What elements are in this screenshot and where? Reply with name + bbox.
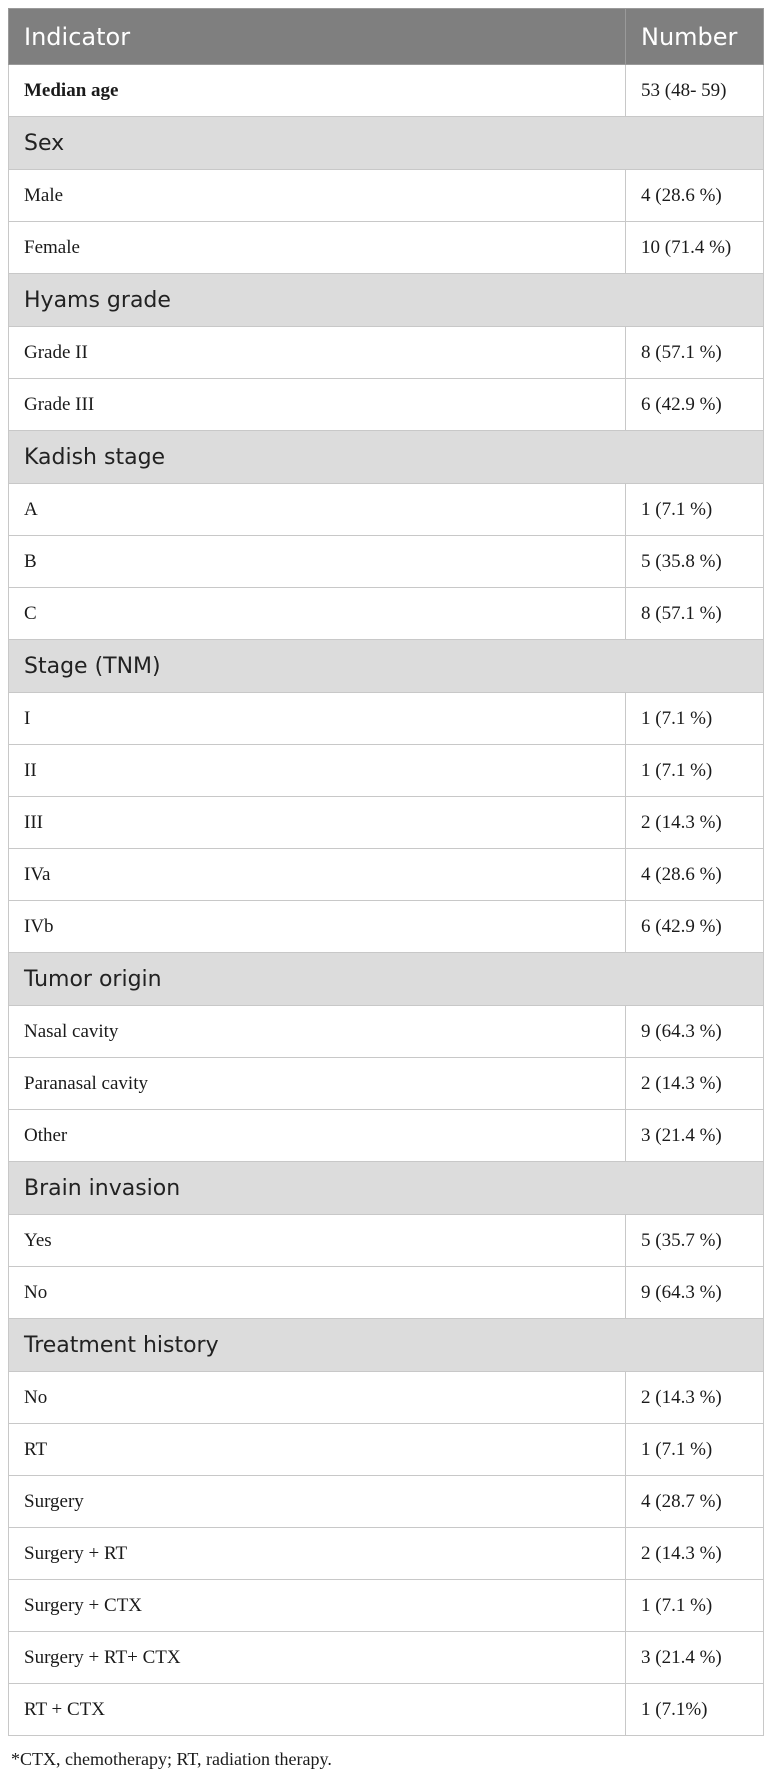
section-label: Sex [9, 117, 764, 170]
table-row [9, 849, 764, 901]
row-number-cell: 8 (57.1 %) [626, 588, 764, 640]
table-row [9, 1580, 764, 1632]
row-indicator-cell: RT [9, 1424, 626, 1476]
table-row [9, 588, 764, 640]
section-header-row [9, 1319, 764, 1372]
table-row [9, 484, 764, 536]
section-label: Tumor origin [9, 953, 764, 1006]
table-row [9, 536, 764, 588]
section-header-row [9, 117, 764, 170]
row-number-cell: 9 (64.3 %) [626, 1267, 764, 1319]
row-number-cell: 9 (64.3 %) [626, 1006, 764, 1058]
row-indicator-cell: No [9, 1267, 626, 1319]
table-row [9, 745, 764, 797]
row-indicator-cell: Surgery + CTX [9, 1580, 626, 1632]
row-number-cell: 4 (28.6 %) [626, 170, 764, 222]
table-footnote: *CTX, chemotherapy; RT, radiation therapy. [11, 1749, 332, 1769]
row-number-cell: 1 (7.1 %) [626, 1580, 764, 1632]
table-row [9, 797, 764, 849]
section-label: Stage (TNM) [9, 640, 764, 693]
row-number-cell: 2 (14.3 %) [626, 797, 764, 849]
section-label: Kadish stage [9, 431, 764, 484]
table-row [9, 170, 764, 222]
table-row [9, 1528, 764, 1580]
row-indicator-cell: Female [9, 222, 626, 274]
table-row [9, 1110, 764, 1162]
row-number-cell: 6 (42.9 %) [626, 901, 764, 953]
row-number-cell: 4 (28.7 %) [626, 1476, 764, 1528]
section-header-row [9, 274, 764, 327]
table-row [9, 1215, 764, 1267]
row-number-cell: 4 (28.6 %) [626, 849, 764, 901]
table-row [9, 901, 764, 953]
row-indicator-cell: Yes [9, 1215, 626, 1267]
row-indicator-cell: B [9, 536, 626, 588]
table-row [9, 1424, 764, 1476]
table-row [9, 379, 764, 431]
patient-characteristics-table [8, 8, 764, 1736]
row-number-cell: 53 (48- 59) [626, 65, 764, 117]
row-indicator-cell: Surgery + RT+ CTX [9, 1632, 626, 1684]
row-number-cell: 10 (71.4 %) [626, 222, 764, 274]
table-row [9, 693, 764, 745]
row-indicator-cell: Paranasal cavity [9, 1058, 626, 1110]
row-number-cell: 1 (7.1 %) [626, 484, 764, 536]
table-row [9, 65, 764, 117]
table-row [9, 1372, 764, 1424]
table-row [9, 222, 764, 274]
table-row [9, 1058, 764, 1110]
row-indicator-cell: Grade II [9, 327, 626, 379]
row-indicator-cell: Median age [9, 65, 626, 117]
header-indicator: Indicator [9, 9, 626, 65]
row-indicator-cell: No [9, 1372, 626, 1424]
section-label: Treatment history [9, 1319, 764, 1372]
row-indicator-cell: Grade III [9, 379, 626, 431]
table-header-row [9, 9, 764, 65]
row-indicator-cell: IVa [9, 849, 626, 901]
table-row [9, 1684, 764, 1736]
row-indicator-cell: RT + CTX [9, 1684, 626, 1736]
row-indicator-cell: C [9, 588, 626, 640]
row-number-cell: 5 (35.7 %) [626, 1215, 764, 1267]
table-row [9, 1006, 764, 1058]
section-label: Hyams grade [9, 274, 764, 327]
row-number-cell: 1 (7.1%) [626, 1684, 764, 1736]
row-indicator-cell: Nasal cavity [9, 1006, 626, 1058]
row-number-cell: 8 (57.1 %) [626, 327, 764, 379]
table-row [9, 327, 764, 379]
row-indicator-cell: II [9, 745, 626, 797]
row-number-cell: 1 (7.1 %) [626, 1424, 764, 1476]
row-number-cell: 3 (21.4 %) [626, 1110, 764, 1162]
section-header-row [9, 431, 764, 484]
row-indicator-cell: Surgery + RT [9, 1528, 626, 1580]
section-header-row [9, 1162, 764, 1215]
row-indicator-cell: Other [9, 1110, 626, 1162]
table-body [9, 65, 764, 1736]
row-number-cell: 2 (14.3 %) [626, 1058, 764, 1110]
row-indicator-cell: Surgery [9, 1476, 626, 1528]
row-indicator-cell: Male [9, 170, 626, 222]
table-row [9, 1267, 764, 1319]
header-number: Number [626, 9, 764, 65]
row-number-cell: 6 (42.9 %) [626, 379, 764, 431]
row-number-cell: 1 (7.1 %) [626, 745, 764, 797]
table-row [9, 1632, 764, 1684]
section-label: Brain invasion [9, 1162, 764, 1215]
row-indicator-cell: III [9, 797, 626, 849]
row-indicator-cell: A [9, 484, 626, 536]
table-row [9, 1476, 764, 1528]
row-number-cell: 2 (14.3 %) [626, 1372, 764, 1424]
row-number-cell: 3 (21.4 %) [626, 1632, 764, 1684]
section-header-row [9, 640, 764, 693]
row-number-cell: 5 (35.8 %) [626, 536, 764, 588]
characteristics-table-container [8, 8, 763, 1736]
row-number-cell: 2 (14.3 %) [626, 1528, 764, 1580]
section-header-row [9, 953, 764, 1006]
row-number-cell: 1 (7.1 %) [626, 693, 764, 745]
row-indicator-cell: I [9, 693, 626, 745]
row-indicator-cell: IVb [9, 901, 626, 953]
